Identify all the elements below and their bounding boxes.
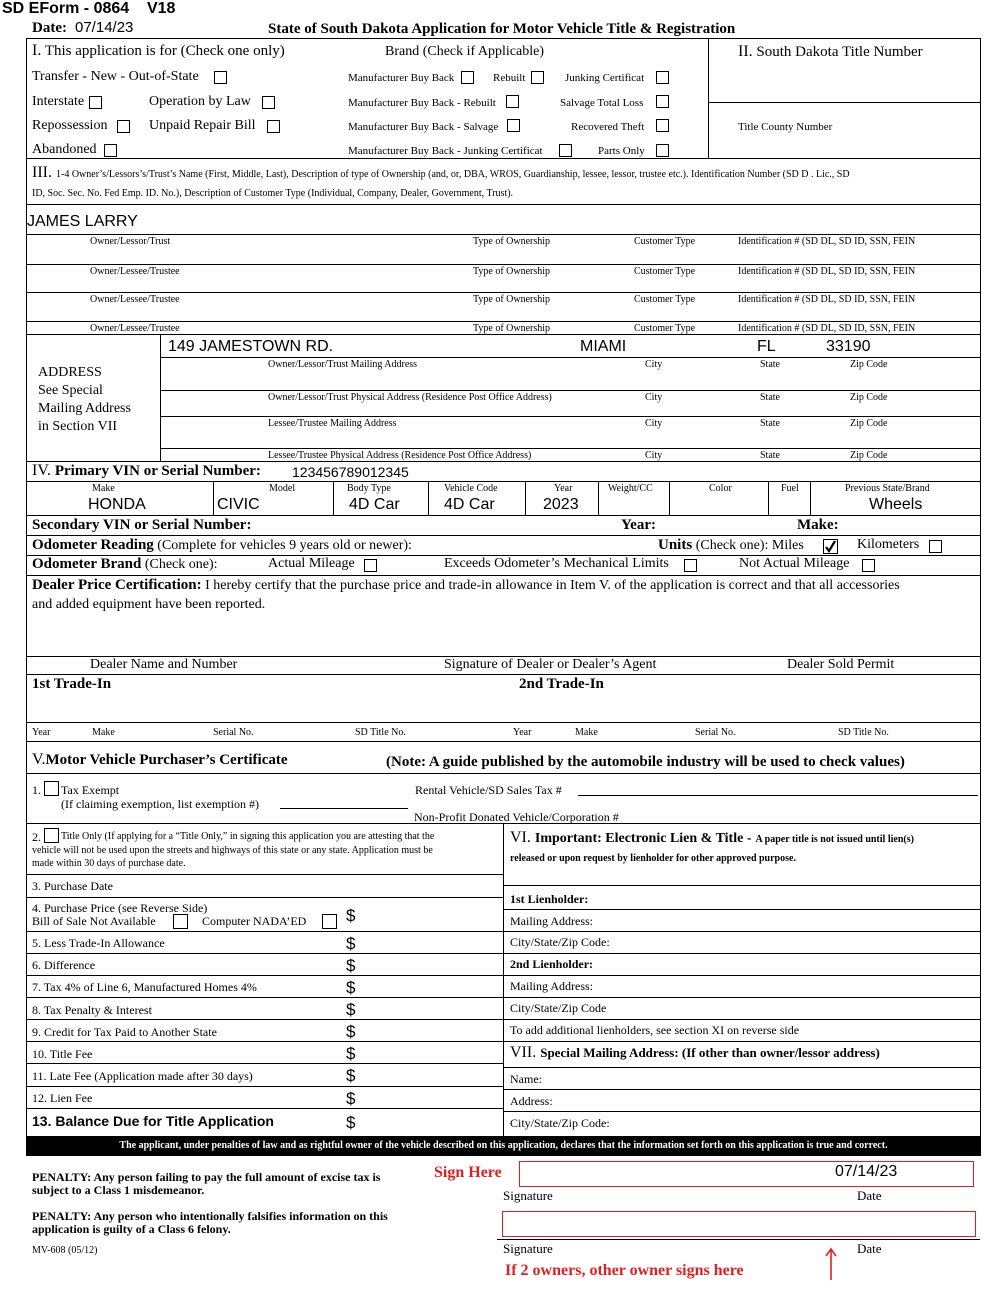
difference-label: 6. Difference <box>32 958 96 972</box>
abandoned-label: Abandoned <box>32 142 97 157</box>
owner1-ident: Identification # (SD DL, SD ID, SSN, FEIN <box>738 236 916 247</box>
difference-dollar: $ <box>346 956 356 975</box>
rebuilt-label: Rebuilt <box>493 72 526 84</box>
zip-label-2: Zip Code <box>850 392 888 403</box>
model-value[interactable]: CIVIC <box>217 496 260 513</box>
dealer-permit-label: Dealer Sold Permit <box>787 657 895 672</box>
s7-csz: City/State/Zip Code: <box>510 1116 610 1130</box>
city-label-1: City <box>645 359 663 370</box>
title-fee-dollar: $ <box>346 1044 356 1063</box>
tax-label: 7. Tax 4% of Line 6, Manufactured Homes 4% <box>32 980 257 994</box>
brand-heading: Brand (Check if Applicable) <box>385 44 545 59</box>
trade-1-label: 1st Trade-In <box>32 676 112 692</box>
signature-label-1: Signature <box>503 1188 553 1203</box>
units-label: Units (Check one): Miles <box>658 537 804 553</box>
title-fee-label: 10. Title Fee <box>32 1047 93 1061</box>
code-label: Vehicle Code <box>444 483 498 494</box>
recovered-label: Recovered Theft <box>571 121 645 133</box>
date-label-1: Date <box>857 1188 882 1203</box>
mbb-salvage-label: Manufacturer Buy Back - Salvage <box>348 121 499 133</box>
title-county-label: Title County Number <box>738 121 833 133</box>
owner-name-value[interactable]: JAMES LARRY <box>27 213 138 230</box>
purchase-price-label: 4. Purchase Price (see Reverse Side) <box>32 901 208 915</box>
s7-name: Name: <box>510 1072 542 1086</box>
actual-mileage-label: Actual Mileage <box>268 556 355 571</box>
color-label: Color <box>709 483 732 494</box>
mail-addr-label: Owner/Lessor/Trust Mailing Address <box>268 359 418 370</box>
secondary-make-label: Make: <box>797 517 839 533</box>
owner2-label: Owner/Lessee/Trustee <box>90 266 180 277</box>
weight-label: Weight/CC <box>608 483 653 494</box>
parts-checkbox[interactable] <box>656 144 669 157</box>
odometer-brand-label: Odometer Brand (Check one): <box>32 556 218 572</box>
make-value[interactable]: HONDA <box>88 496 146 513</box>
lien2-label: 2nd Lienholder: <box>510 957 594 971</box>
tax-credit-label: 9. Credit for Tax Paid to Another State <box>32 1025 217 1039</box>
form-number: MV-608 (05/12) <box>32 1245 98 1256</box>
owner3-label: Owner/Lessee/Trustee <box>90 294 180 305</box>
owner4-cust: Customer Type <box>634 323 696 334</box>
signature-field-2[interactable] <box>502 1211 976 1237</box>
tax-penalty-label: 8. Tax Penalty & Interest <box>32 1003 152 1017</box>
mbb-label: Manufacturer Buy Back <box>348 72 455 84</box>
trade1-title: SD Title No. <box>355 727 406 738</box>
rebuilt-checkbox[interactable] <box>531 71 544 84</box>
penalty-2: PENALTY: Any person who intentionally falsifies information on this application is guilty of a Class 6 felony. <box>32 1209 388 1236</box>
title-only-num: 2. <box>32 830 41 844</box>
title-only-text-3: made within 30 days of purchase date. <box>32 858 186 869</box>
mailing-city[interactable]: MIAMI <box>580 338 627 355</box>
lien1-mailing: Mailing Address: <box>510 914 593 928</box>
s7-address: Address: <box>510 1094 553 1108</box>
section-5-heading: V.Motor Vehicle Purchaser’s Certificate <box>32 751 288 768</box>
section-3-desc: ID, Soc. Sec. No. Fed Emp. ID. No.), Description of Customer Type (Individual, Company, Dealer, Government, Trust). <box>32 188 514 199</box>
lien-fee-label: 12. Lien Fee <box>32 1091 93 1105</box>
dealer-name-label: Dealer Name and Number <box>90 657 238 672</box>
secondary-year-label: Year: <box>621 517 656 533</box>
city-label-3: City <box>645 418 663 429</box>
section-6-note: released or upon request by lienholder for other approved purpose. <box>510 853 796 864</box>
arrow-up-icon <box>824 1247 838 1281</box>
junking-checkbox[interactable] <box>656 71 669 84</box>
fuel-label: Fuel <box>781 483 799 494</box>
abandoned-checkbox[interactable] <box>104 144 117 157</box>
not-actual-checkbox[interactable] <box>862 559 875 572</box>
city-label-2: City <box>645 392 663 403</box>
state-label-4: State <box>760 450 780 461</box>
date-label-2: Date <box>857 1241 882 1256</box>
owner3-type: Type of Ownership <box>473 294 551 305</box>
address-side-label: ADDRESS See Special Mailing Address in Section VII <box>38 365 131 434</box>
rental-label: Rental Vehicle/SD Sales Tax # <box>415 783 562 797</box>
repossession-label: Repossession <box>32 118 108 133</box>
purchase-price-dollar: $ <box>346 906 356 925</box>
city-label-4: City <box>645 450 663 461</box>
signature-field-1[interactable] <box>519 1161 974 1187</box>
lien1-label: 1st Lienholder: <box>510 892 589 906</box>
transfer-checkbox[interactable] <box>214 71 227 84</box>
mbb-junking-checkbox[interactable] <box>559 144 572 157</box>
junking-label: Junking Certificat <box>565 72 645 84</box>
phys-addr-label: Owner/Lessor/Trust Physical Address (Residence Post Office Address) <box>268 392 552 403</box>
salvage-total-label: Salvage Total Loss <box>560 97 644 109</box>
additional-lien-note: To add additional lienholders, see section XI on reverse side <box>510 1023 800 1037</box>
sign-here-label: Sign Here <box>434 1164 502 1181</box>
mbb-rebuilt-label: Manufacturer Buy Back - Rebuilt <box>348 97 496 109</box>
model-label: Model <box>269 483 296 494</box>
prev-label: Previous State/Brand <box>845 483 930 494</box>
make-label: Make <box>92 483 115 494</box>
trade-allowance-dollar: $ <box>346 934 356 953</box>
exceeds-checkbox[interactable] <box>684 559 697 572</box>
form-id: SD EForm - 0864 V18 <box>2 0 176 17</box>
body-value[interactable]: 4D Car <box>349 496 400 513</box>
vin-value[interactable]: 123456789012345 <box>292 464 409 480</box>
dealer-cert-text-2: and added equipment have been reported. <box>32 597 266 612</box>
interstate-label: Interstate <box>32 94 85 109</box>
balance-due-label: 13. Balance Due for Title Application <box>32 1113 274 1129</box>
parts-label: Parts Only <box>598 145 645 157</box>
mbb-rebuilt-checkbox[interactable] <box>506 95 519 108</box>
lien2-csz: City/State/Zip Code <box>510 1001 607 1015</box>
declaration-banner: The applicant, under penalties of law and as rightful owner of the vehicle described on this application, declares that the information set forth on this application is true and correct. <box>26 1136 981 1156</box>
balance-due-dollar: $ <box>346 1113 356 1132</box>
title-only-checkbox[interactable] <box>44 828 59 843</box>
owner2-ident: Identification # (SD DL, SD ID, SSN, FEIN <box>738 266 916 277</box>
trade1-make: Make <box>92 727 115 738</box>
date-value: 07/14/23 <box>75 19 134 36</box>
section-7-heading: VII. Special Mailing Address: (If other than owner/lessor address) <box>510 1044 880 1061</box>
mbb-junking-label: Manufacturer Buy Back - Junking Certificat <box>348 145 543 157</box>
mbb-checkbox[interactable] <box>461 71 474 84</box>
signature-label-2: Signature <box>503 1241 553 1256</box>
zip-label-3: Zip Code <box>850 418 888 429</box>
title-only-text-2: vehicle will not be used upon the streets and highways of this state or any state. Application must be <box>32 845 433 856</box>
secondary-vin-label: Secondary VIN or Serial Number: <box>32 517 252 533</box>
dealer-cert-text: Dealer Price Certification: I hereby certify that the purchase price and trade-in allowance in Item V. of the application is correct and that all accessories <box>32 577 900 593</box>
lessee-mail-label: Lessee/Trustee Mailing Address <box>268 418 397 429</box>
code-value[interactable]: 4D Car <box>444 496 495 513</box>
trade2-title: SD Title No. <box>838 727 889 738</box>
owner2-cust: Customer Type <box>634 266 696 277</box>
tax-penalty-dollar: $ <box>346 1000 356 1019</box>
trade2-serial: Serial No. <box>695 727 736 738</box>
operation-checkbox[interactable] <box>262 96 275 109</box>
late-fee-dollar: $ <box>346 1066 356 1085</box>
body-label: Body Type <box>347 483 391 494</box>
owner4-type: Type of Ownership <box>473 323 551 334</box>
page-title: State of South Dakota Application for Motor Vehicle Title & Registration <box>268 21 736 37</box>
owner4-label: Owner/Lessee/Trustee <box>90 323 180 334</box>
section-3-heading: III. 1-4 Owner’s/Lessors’s/Trust’s Name (First, Middle, Last), Description of type of Ownership (and, or, DBA, WROS, Guardianship, lessee, lessor, trustee etc.). Identification Number (SD D . Lic., SD <box>32 164 850 181</box>
dealer-signature-label: Signature of Dealer or Dealer’s Agent <box>444 657 657 672</box>
section-5-note: (Note: A guide published by the automobile industry will be used to check values) <box>386 754 905 770</box>
trade2-make: Make <box>575 727 598 738</box>
transfer-label: Transfer - New - Out-of-State <box>32 69 199 84</box>
tax-credit-dollar: $ <box>346 1022 356 1041</box>
section-6-heading: VI. Important: Electronic Lien & Title - A paper title is not issued until lien(s) <box>510 829 914 846</box>
lien2-mailing: Mailing Address: <box>510 979 593 993</box>
exceeds-label: Exceeds Odometer’s Mechanical Limits <box>444 556 669 571</box>
bill-of-sale-checkbox[interactable] <box>173 914 188 929</box>
owner2-type: Type of Ownership <box>473 266 551 277</box>
late-fee-label: 11. Late Fee (Application made after 30 days) <box>32 1069 253 1083</box>
nonprofit-label: Non-Profit Donated Vehicle/Corporation # <box>414 810 619 824</box>
odometer-reading-label: Odometer Reading (Complete for vehicles 9 years old or newer): <box>32 537 412 553</box>
signature-date-value[interactable]: 07/14/23 <box>835 1163 898 1180</box>
interstate-checkbox[interactable] <box>89 96 102 109</box>
tax-exempt-num: 1. <box>32 783 41 797</box>
km-label: Kilometers <box>857 537 920 552</box>
title-only-text: Title Only (If applying for a “Title Only,” in signing this application you are attesting that the <box>61 831 435 842</box>
salvage-total-checkbox[interactable] <box>656 95 669 108</box>
section-1-heading: I. This application is for (Check one only) <box>32 42 285 59</box>
owner3-cust: Customer Type <box>634 294 696 305</box>
operation-label: Operation by Law <box>149 94 251 109</box>
section-2-heading: II. South Dakota Title Number <box>738 43 923 60</box>
km-checkbox[interactable] <box>929 540 942 553</box>
mailing-street[interactable]: 149 JAMESTOWN RD. <box>168 338 334 355</box>
recovered-checkbox[interactable] <box>656 119 669 132</box>
bill-of-sale-label: Bill of Sale Not Available <box>32 914 156 928</box>
state-label-2: State <box>760 392 780 403</box>
owner1-type: Type of Ownership <box>473 236 551 247</box>
state-label-3: State <box>760 418 780 429</box>
purchase-date-label: 3. Purchase Date <box>32 879 113 893</box>
lien-fee-dollar: $ <box>346 1089 356 1108</box>
tax-exempt-note: (If claiming exemption, list exemption #) <box>61 797 259 811</box>
trade2-year: Year <box>513 727 532 738</box>
owner3-ident: Identification # (SD DL, SD ID, SSN, FEIN <box>738 294 916 305</box>
prev-value[interactable]: Wheels <box>869 496 923 513</box>
trade1-serial: Serial No. <box>213 727 254 738</box>
not-actual-label: Not Actual Mileage <box>739 556 850 571</box>
lessee-phys-label: Lessee/Trustee Physical Address (Residence Post Office Address) <box>268 450 532 461</box>
nada-label: Computer NADA’ED <box>202 914 307 928</box>
date-label: Date: <box>32 20 67 36</box>
check-icon <box>824 540 837 553</box>
actual-mileage-checkbox[interactable] <box>364 559 377 572</box>
trade-2-label: 2nd Trade-In <box>519 676 604 692</box>
mailing-zip[interactable]: 33190 <box>826 338 871 355</box>
tax-exempt-checkbox[interactable] <box>44 781 59 796</box>
repossession-checkbox[interactable] <box>117 120 130 133</box>
mbb-salvage-checkbox[interactable] <box>507 119 520 132</box>
owner4-ident: Identification # (SD DL, SD ID, SSN, FEIN <box>738 323 916 334</box>
owner1-cust: Customer Type <box>634 236 696 247</box>
zip-label-4: Zip Code <box>850 450 888 461</box>
zip-label-1: Zip Code <box>850 359 888 370</box>
lien1-csz: City/State/Zip Code: <box>510 935 610 949</box>
penalty-1: PENALTY: Any person failing to pay the full amount of excise tax is subject to a Class 1 misdemeanor. <box>32 1170 381 1197</box>
year-value[interactable]: 2023 <box>543 496 579 513</box>
unpaid-label: Unpaid Repair Bill <box>149 118 256 133</box>
section-4-heading: IV. Primary VIN or Serial Number: <box>32 462 261 479</box>
trade-allowance-label: 5. Less Trade-In Allowance <box>32 936 165 950</box>
year-label: Year <box>554 483 573 494</box>
owner1-label: Owner/Lessor/Trust <box>90 236 171 247</box>
trade1-year: Year <box>32 727 51 738</box>
other-owner-note: If 2 owners, other owner signs here <box>505 1262 744 1279</box>
tax-exempt-label: Tax Exempt <box>61 783 120 797</box>
miles-checkbox[interactable] <box>823 539 838 554</box>
tax-dollar: $ <box>346 978 356 997</box>
state-label-1: State <box>760 359 780 370</box>
nada-checkbox[interactable] <box>322 914 337 929</box>
mailing-state[interactable]: FL <box>757 338 776 355</box>
unpaid-checkbox[interactable] <box>267 120 280 133</box>
